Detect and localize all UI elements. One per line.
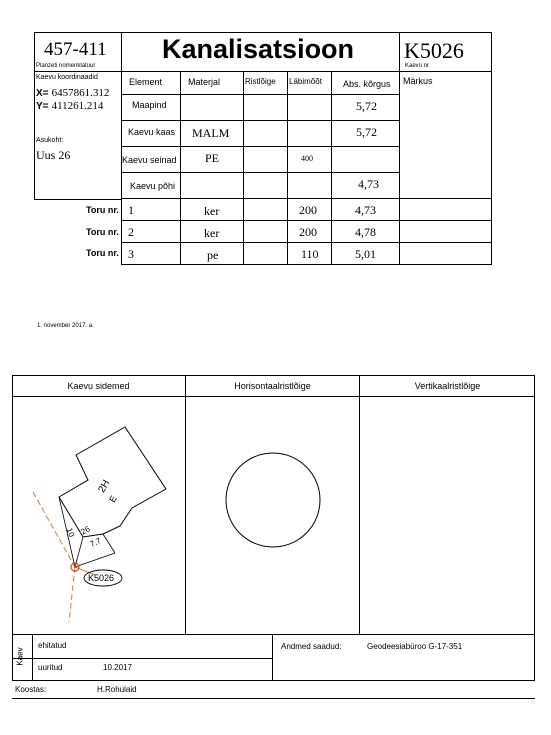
pipe-diameter: 200: [299, 203, 317, 217]
author-label: Koostas:: [15, 685, 47, 694]
pipe-height: 4,78: [355, 225, 376, 239]
row-material: PE: [205, 151, 220, 165]
pipe-label: Toru nr.: [86, 248, 119, 258]
panel-title-vertical: Vertikaalristlõige: [414, 381, 481, 391]
row-material: MALM: [192, 126, 230, 140]
building-label: 2H: [96, 478, 113, 495]
coords-caption: Kaevu koordinaadid: [36, 74, 98, 81]
sheet-code-caption: Planzeti nomenklatuur: [36, 63, 96, 69]
pipe-diameter: 110: [301, 247, 319, 261]
coord-x-label: X=: [36, 88, 49, 99]
pipe-material: ker: [204, 226, 220, 240]
panel-title-connections: Kaevu sidemed: [67, 381, 130, 391]
pipe-label: Toru nr.: [86, 227, 119, 237]
col-cross: Ristlõige: [245, 77, 276, 86]
col-diameter: Läbimõõt: [289, 77, 322, 86]
row-element: Maapind: [132, 100, 167, 110]
pipe-no: 3: [128, 247, 134, 261]
row-height: 5,72: [356, 99, 377, 113]
row-diameter: 400: [301, 154, 313, 163]
panel-title-horizontal: Horisontaalristlõige: [234, 381, 311, 391]
pipe-label: Toru nr.: [86, 205, 119, 215]
coord-y-label: Y=: [36, 101, 49, 112]
row-height: 5,72: [356, 125, 377, 139]
coord-y: [36, 100, 103, 112]
connection-sketch: [13, 397, 185, 634]
document-date: 1. november 2017. a.: [37, 323, 94, 329]
location-value: Uus 26: [36, 148, 71, 162]
built-label: ehitatud: [38, 641, 67, 650]
coord-x-value: 6457861.312: [51, 87, 110, 99]
horizontal-section: [186, 397, 359, 634]
measured-label: uuritud: [38, 663, 63, 672]
pipe-material: ker: [204, 204, 220, 218]
col-height: Abs. kõrgus: [343, 79, 391, 89]
well-code: K5026: [404, 38, 464, 63]
well-label: K5026: [88, 573, 115, 583]
sheet-code: 457-411: [44, 39, 107, 60]
pipe-material: pe: [207, 248, 219, 262]
building-outline: [59, 427, 166, 537]
pipe-height: 5,01: [355, 247, 376, 261]
measured-date: 10.2017: [103, 663, 132, 672]
data-source-value: Geodeesiabüroo G-17-351: [367, 642, 463, 651]
page-title: Kanalisatsioon: [162, 34, 355, 64]
data-source-label: Andmed saadud:: [281, 642, 342, 651]
location-label: Asukoht:: [36, 137, 64, 144]
coord-x: [36, 87, 109, 99]
well-code-caption: Kaevu nr: [405, 63, 430, 69]
pipe-no: 1: [128, 203, 134, 217]
dimension-26: 26: [79, 524, 92, 537]
row-element: Kaevu põhi: [130, 181, 176, 191]
building-sub-label: E: [107, 493, 119, 505]
col-notes: Märkus: [403, 76, 433, 86]
col-element: Element: [129, 77, 163, 87]
pipe-diameter: 200: [299, 225, 317, 239]
dimension-10: 10: [64, 526, 77, 539]
side-label: Kaev: [15, 647, 25, 666]
row-element: Kaevu kaas: [128, 127, 176, 137]
col-material: Materjal: [188, 77, 221, 87]
well-circle: [226, 453, 320, 547]
row-element: Kaevu seinad: [122, 155, 177, 165]
coord-y-value: 411261.214: [51, 100, 104, 112]
pipe-height: 4,73: [355, 203, 376, 217]
pipe-no: 2: [128, 225, 134, 239]
dimension-7-7: 7.7: [88, 536, 103, 549]
author-value: H.Rohulaid: [97, 685, 137, 694]
row-height: 4,73: [358, 177, 379, 191]
